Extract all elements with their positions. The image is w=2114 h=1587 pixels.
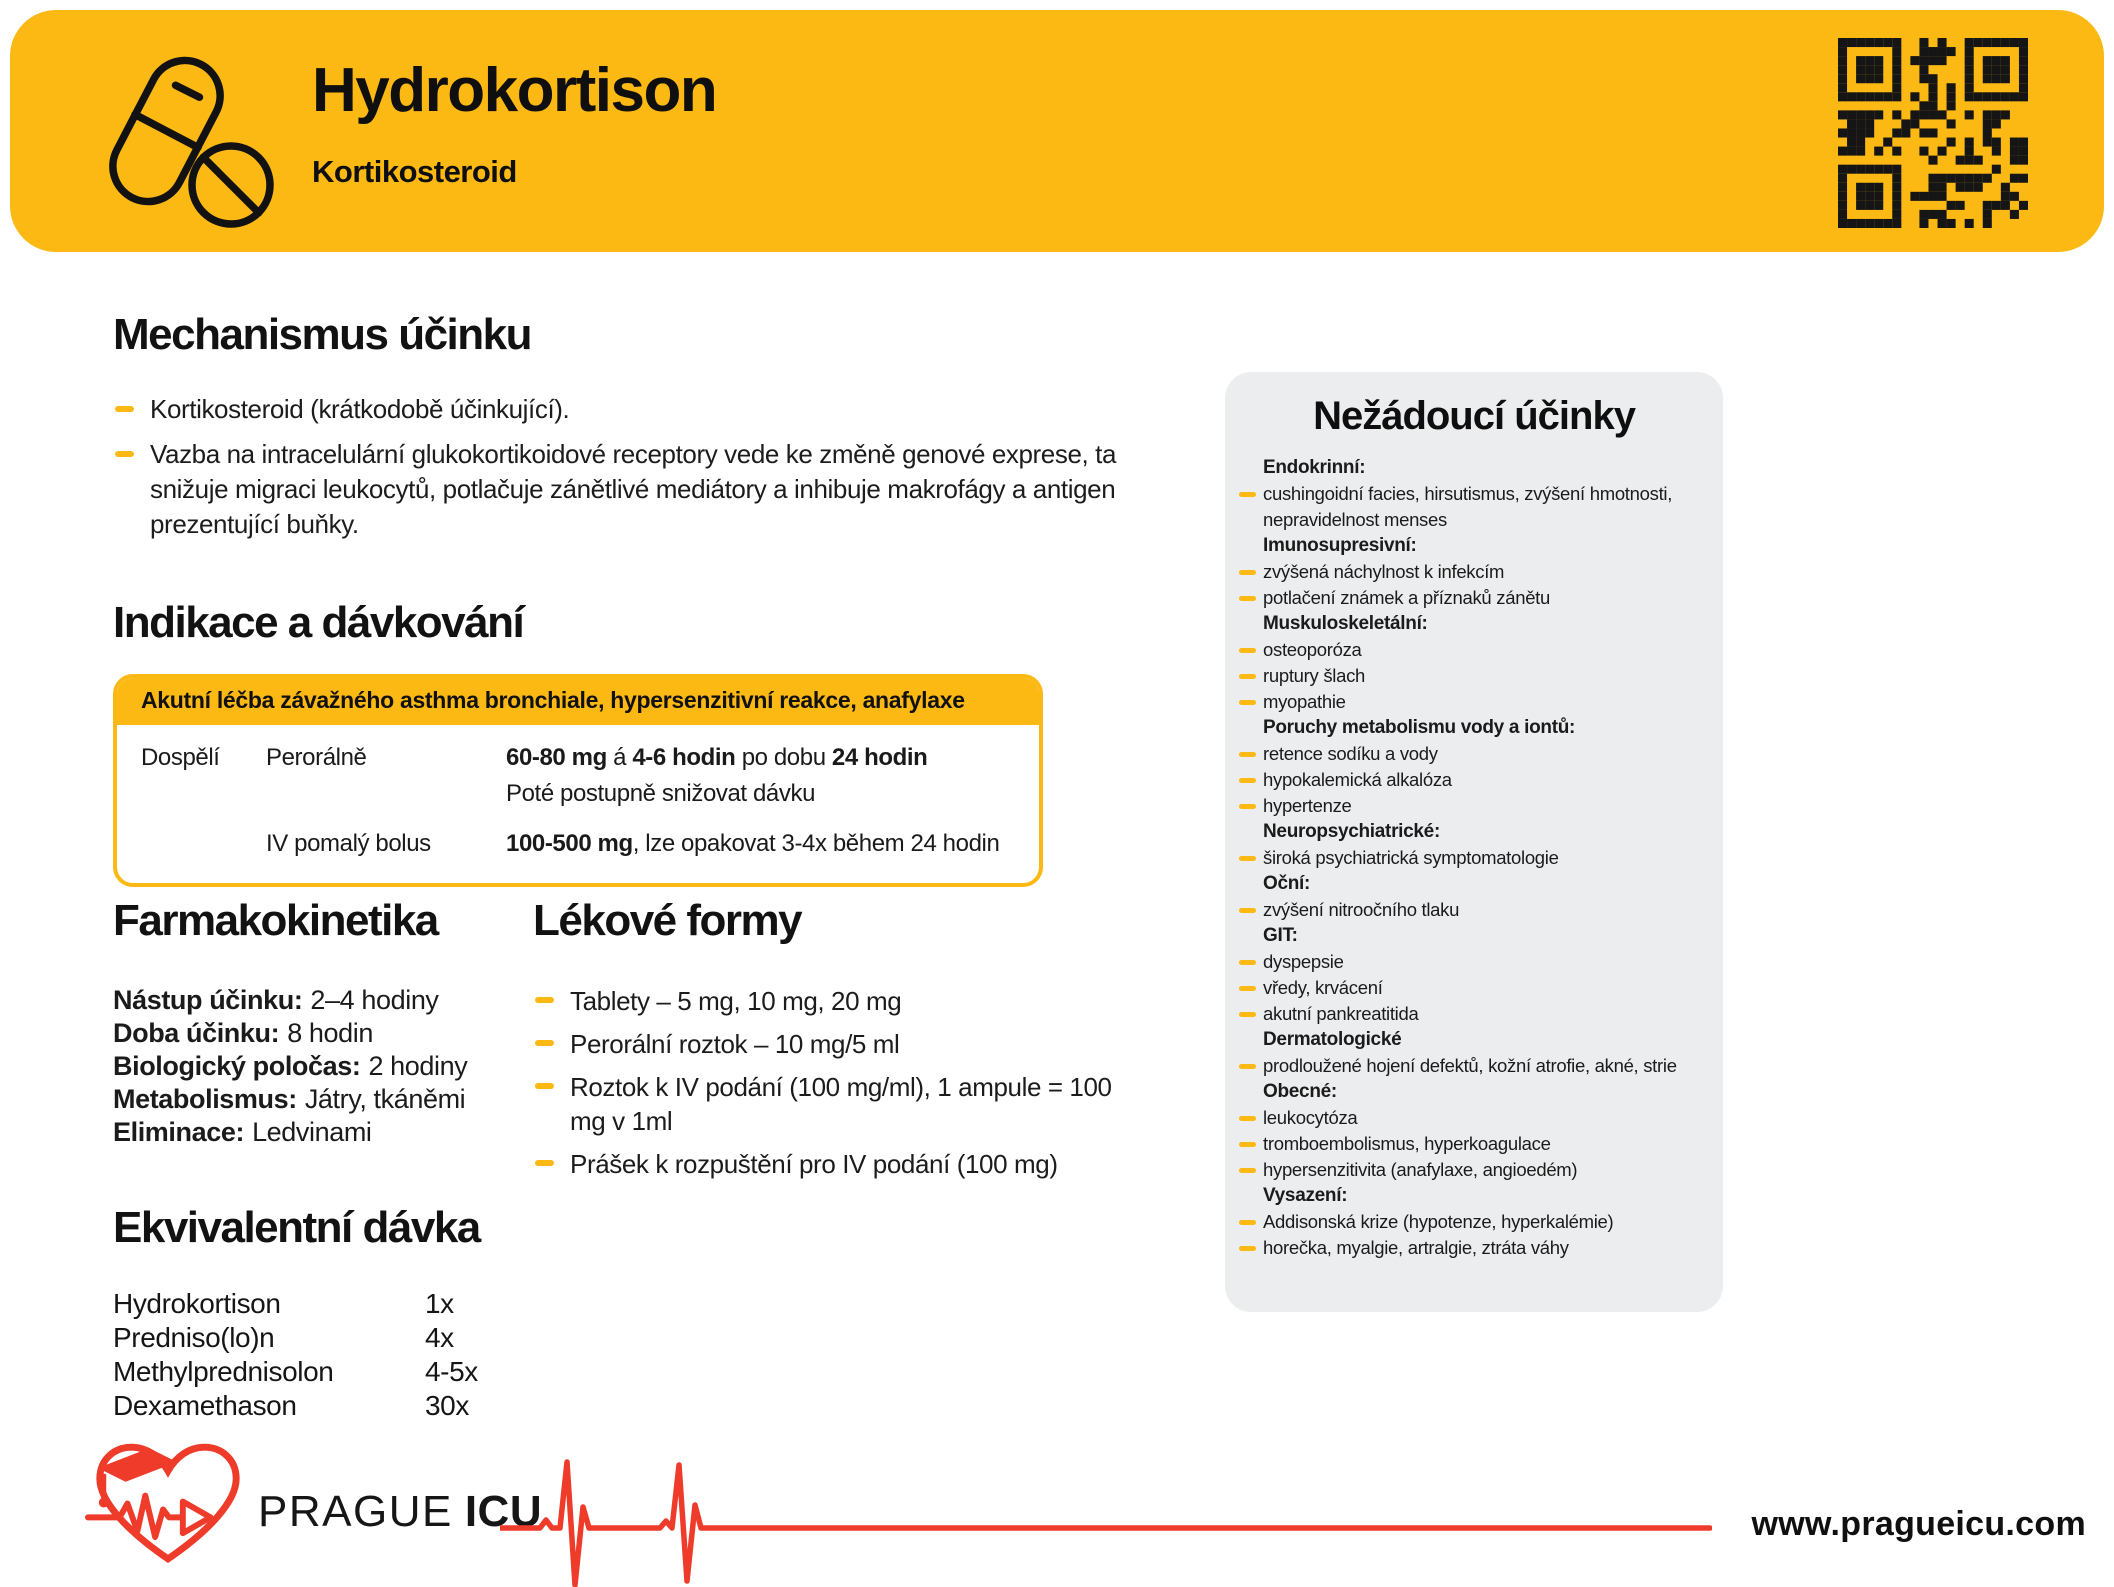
side-effect-text: Addisonská krize (hypotenze, hyperkalémie) — [1263, 1211, 1614, 1232]
list-item — [533, 1027, 1133, 1061]
side-effects-panel — [1225, 372, 1723, 1312]
dash-bullet-icon — [1239, 1220, 1256, 1225]
dose-cell — [506, 743, 1015, 809]
list-item — [1239, 1157, 1715, 1183]
side-effect-text: Endokrinní: — [1263, 457, 1366, 478]
pharmacokinetics-list — [113, 984, 543, 1149]
section-heading: Indikace a dávkování — [113, 598, 524, 647]
side-effect-text: Imunosupresivní: — [1263, 535, 1417, 556]
drug-name: Hydrokortison — [113, 1288, 281, 1320]
side-effect-text: osteoporóza — [1263, 639, 1362, 660]
list-item — [1239, 1053, 1715, 1079]
dash-bullet-icon — [1239, 596, 1256, 601]
list-item — [533, 984, 1133, 1018]
list-item — [1239, 1235, 1715, 1261]
list-item — [1239, 689, 1715, 715]
drug-name: Dexamethason — [113, 1390, 297, 1422]
list-item — [1239, 871, 1715, 897]
bullet-text: Roztok k IV podání (100 mg/ml), 1 ampule = 100 mg v 1ml — [570, 1072, 1112, 1137]
list-item — [113, 1017, 543, 1050]
title-block — [312, 56, 717, 190]
side-effect-text: široká psychiatrická symptomatologie — [1263, 847, 1559, 868]
list-item — [1239, 1209, 1715, 1235]
list-item — [1239, 533, 1715, 559]
bullet-text: Prášek k rozpuštění pro IV podání (100 mg) — [570, 1149, 1058, 1180]
dash-bullet-icon — [115, 406, 134, 412]
dash-bullet-icon — [1239, 700, 1256, 705]
list-item — [1239, 481, 1715, 533]
pill-icon — [102, 50, 282, 230]
header-banner — [10, 10, 2104, 252]
bullet-text: Kortikosteroid (krátkodobě účinkující). — [150, 394, 570, 425]
pk-label: Nástup účinku: — [113, 985, 303, 1016]
dash-bullet-icon — [1239, 752, 1256, 757]
list-item — [1239, 819, 1715, 845]
list-item — [533, 1147, 1133, 1181]
dose-note: Poté postupně snižovat dávku — [506, 780, 816, 808]
dash-bullet-icon — [1239, 778, 1256, 783]
bullet-text: Perorální roztok – 10 mg/5 ml — [570, 1029, 900, 1060]
page-title: Hydrokortison — [312, 56, 717, 125]
pk-label: Doba účinku: — [113, 1018, 280, 1049]
indication-banner: Akutní léčba závažného asthma bronchiale, hypersenzitivní reakce, anafylaxe — [117, 678, 1039, 725]
qr-code-icon — [1838, 38, 2028, 228]
list-item — [1239, 845, 1715, 871]
pk-value: Ledvinami — [252, 1117, 372, 1148]
list-item — [1239, 637, 1715, 663]
prague-icu-logo-icon — [84, 1438, 252, 1572]
side-effect-text: retence sodíku a vody — [1263, 743, 1438, 764]
side-effect-text: hypersenzitivita (anafylaxe, angioedém) — [1263, 1159, 1578, 1180]
side-effect-text: prodloužené hojení defektů, kožní atrofie, akné, strie — [1263, 1055, 1677, 1076]
table-row — [113, 1389, 653, 1423]
dose-ratio: 1x — [425, 1288, 454, 1320]
dash-bullet-icon — [1239, 1246, 1256, 1251]
drug-name: Predniso(lo)n — [113, 1322, 275, 1354]
brand-primary: PRAGUE — [258, 1487, 453, 1536]
dose-ratio: 4-5x — [425, 1356, 478, 1388]
dose-ratio: 4x — [425, 1322, 454, 1354]
list-item — [113, 392, 1153, 427]
list-item — [113, 1050, 543, 1083]
panel-title: Nežádoucí účinky — [1313, 394, 1635, 438]
list-item — [1239, 897, 1715, 923]
list-item — [1239, 975, 1715, 1001]
website-url: www.pragueicu.com — [1751, 1505, 2086, 1543]
pk-value: Játry, tkáněmi — [304, 1084, 466, 1115]
list-item — [1239, 767, 1715, 793]
list-item — [1239, 923, 1715, 949]
section-mechanism — [113, 312, 1153, 542]
side-effect-text: Oční: — [1263, 873, 1311, 894]
section-heading: Lékové formy — [533, 896, 802, 945]
list-item — [1239, 1027, 1715, 1053]
dose-ratio: 30x — [425, 1390, 469, 1422]
side-effect-text: Neuropsychiatrické: — [1263, 821, 1440, 842]
drug-name: Methylprednisolon — [113, 1356, 334, 1388]
list-item — [113, 984, 543, 1017]
dose-text: 60-80 mg á 4-6 hodin po dobu 24 hodin — [506, 744, 928, 772]
page-subtitle: Kortikosteroid — [312, 154, 517, 189]
dash-bullet-icon — [1239, 570, 1256, 575]
brand-secondary: ICU — [464, 1487, 543, 1536]
section-indication — [113, 600, 1043, 887]
side-effect-text: myopathie — [1263, 691, 1346, 712]
table-row — [141, 743, 1015, 809]
dash-bullet-icon — [1239, 648, 1256, 653]
ekg-line-icon — [500, 1445, 1712, 1587]
dash-bullet-icon — [535, 1083, 554, 1089]
mechanism-list — [113, 392, 1153, 542]
list-item — [113, 1083, 543, 1116]
bullet-text: Tablety – 5 mg, 10 mg, 20 mg — [570, 986, 902, 1017]
side-effect-text: horečka, myalgie, artralgie, ztráta váhy — [1263, 1237, 1569, 1258]
pk-value: 2 hodiny — [368, 1051, 468, 1082]
section-pharmacokinetics — [113, 898, 543, 1149]
indication-box — [113, 674, 1043, 887]
side-effect-text: Obecné: — [1263, 1081, 1337, 1102]
dash-bullet-icon — [1239, 804, 1256, 809]
pk-value: 2–4 hodiny — [310, 985, 439, 1016]
list-item — [1239, 1079, 1715, 1105]
side-effect-text: potlačení známek a příznaků zánětu — [1263, 587, 1551, 608]
population-cell: Dospělí — [141, 744, 220, 772]
side-effect-text: cushingoidní facies, hirsutismus, zvýšení hmotnosti, nepravidelnost menses — [1263, 483, 1673, 530]
dash-bullet-icon — [1239, 1012, 1256, 1017]
dash-bullet-icon — [115, 451, 134, 457]
section-forms — [533, 898, 1133, 1181]
list-item — [1239, 1105, 1715, 1131]
table-row — [113, 1287, 653, 1321]
list-item — [1239, 741, 1715, 767]
population-cell — [141, 829, 266, 859]
list-item — [1239, 715, 1715, 741]
list-item — [1239, 949, 1715, 975]
dash-bullet-icon — [535, 997, 554, 1003]
dose-text: 100-500 mg, lze opakovat 3-4x během 24 hodin — [506, 830, 1000, 858]
dash-bullet-icon — [1239, 1116, 1256, 1121]
dash-bullet-icon — [1239, 674, 1256, 679]
side-effect-text: zvýšení nitroočního tlaku — [1263, 899, 1460, 920]
dash-bullet-icon — [1239, 960, 1256, 965]
list-item — [1239, 1131, 1715, 1157]
list-item — [1239, 559, 1715, 585]
forms-list — [533, 984, 1133, 1181]
side-effect-text: Muskuloskeletální: — [1263, 613, 1428, 634]
section-heading: Ekvivalentní dávka — [113, 1203, 480, 1252]
section-heading: Farmakokinetika — [113, 896, 438, 945]
side-effect-text: Dermatologické — [1263, 1029, 1402, 1050]
pk-label: Eliminace: — [113, 1117, 245, 1148]
list-item — [1239, 663, 1715, 689]
section-heading: Mechanismus účinku — [113, 310, 532, 359]
list-item — [113, 1116, 543, 1149]
list-item — [1239, 1183, 1715, 1209]
dash-bullet-icon — [535, 1160, 554, 1166]
side-effect-text: leukocytóza — [1263, 1107, 1358, 1128]
side-effect-text: zvýšená náchylnost k infekcím — [1263, 561, 1505, 582]
route-cell: IV pomalý bolus — [266, 830, 431, 858]
route-cell: Perorálně — [266, 744, 367, 772]
side-effect-text: tromboembolismus, hyperkoagulace — [1263, 1133, 1551, 1154]
side-effect-text: akutní pankreatitida — [1263, 1003, 1419, 1024]
dash-bullet-icon — [1239, 1064, 1256, 1069]
dash-bullet-icon — [1239, 908, 1256, 913]
dash-bullet-icon — [1239, 986, 1256, 991]
dash-bullet-icon — [1239, 1142, 1256, 1147]
list-item — [1239, 611, 1715, 637]
pk-label: Biologický poločas: — [113, 1051, 361, 1082]
section-equivalent-dose — [113, 1205, 653, 1423]
dash-bullet-icon — [1239, 492, 1256, 497]
side-effect-text: hypokalemická alkalóza — [1263, 769, 1452, 790]
side-effect-text: dyspepsie — [1263, 951, 1344, 972]
list-item — [113, 437, 1153, 542]
pk-value: 8 hodin — [287, 1018, 373, 1049]
side-effect-text: GIT: — [1263, 925, 1298, 946]
side-effect-text: Poruchy metabolismu vody a iontů: — [1263, 717, 1576, 738]
side-effect-text: vředy, krvácení — [1263, 977, 1383, 998]
dose-cell — [506, 829, 1015, 859]
table-row — [113, 1321, 653, 1355]
dash-bullet-icon — [1239, 856, 1256, 861]
list-item — [533, 1070, 1133, 1138]
dash-bullet-icon — [1239, 1168, 1256, 1173]
list-item — [1239, 1001, 1715, 1027]
list-item — [1239, 585, 1715, 611]
table-row — [141, 829, 1015, 859]
list-item — [1239, 793, 1715, 819]
list-item — [1239, 455, 1715, 481]
side-effect-text: ruptury šlach — [1263, 665, 1366, 686]
pk-label: Metabolismus: — [113, 1084, 297, 1115]
side-effect-text: Vysazení: — [1263, 1185, 1348, 1206]
bullet-text: Vazba na intracelulární glukokortikoidové receptory vede ke změně genové exprese, ta snižuje migraci leukocytů, potlačuje zánětlivé mediátory a inhibuje makrofágy a antigen prezentující buňky. — [150, 439, 1117, 540]
dash-bullet-icon — [535, 1040, 554, 1046]
side-effect-text: hypertenze — [1263, 795, 1352, 816]
side-effects-list — [1225, 455, 1723, 1261]
equivalent-table — [113, 1287, 653, 1423]
indication-table — [117, 725, 1039, 883]
table-row — [113, 1355, 653, 1389]
